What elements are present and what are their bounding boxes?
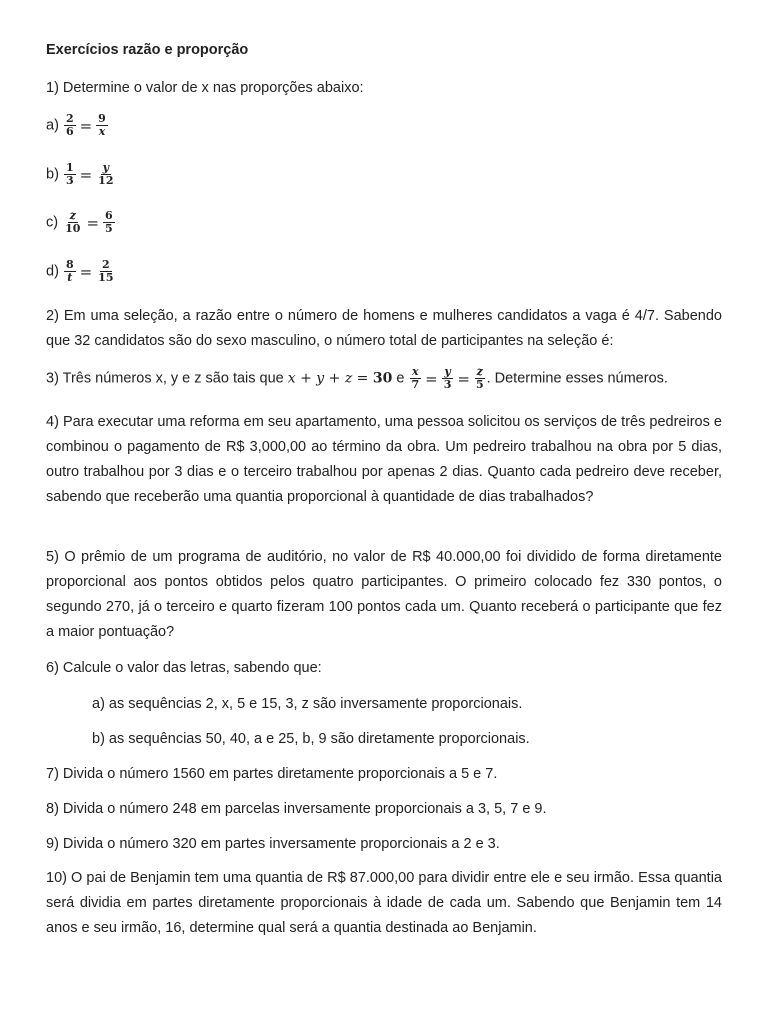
- question-1b: [46, 162, 722, 187]
- item-label: c): [46, 214, 59, 231]
- numerator: z: [476, 365, 483, 378]
- page-title: Exercícios razão e proporção: [46, 42, 249, 58]
- fraction-x: [409, 366, 421, 391]
- question-3: [46, 366, 722, 391]
- fraction-z: [474, 366, 486, 391]
- question-1-prompt: 1) Determine o valor de x nas proporções abaixo:: [46, 80, 364, 96]
- fraction-right: [96, 113, 108, 138]
- numerator: 8: [65, 258, 74, 271]
- question-7: 7) Divida o número 1560 em partes diretamente proporcionais a 5 e 7.: [46, 766, 498, 782]
- numerator: y: [444, 365, 451, 378]
- denominator: 6: [65, 125, 74, 138]
- question-1a: [46, 113, 722, 138]
- fraction-left: [64, 162, 76, 187]
- denominator: 7: [411, 378, 420, 391]
- denominator: 5: [105, 222, 113, 235]
- equals-sign: =: [425, 369, 438, 388]
- question-3-ending: . Determine esses números.: [486, 370, 668, 387]
- sum-value: 30: [372, 370, 393, 387]
- numerator: z: [69, 209, 76, 222]
- sum-expression: [288, 371, 393, 387]
- fraction-right: [103, 210, 115, 235]
- numerator: 2: [102, 258, 110, 271]
- item-label: a): [46, 117, 59, 134]
- numerator: x: [412, 365, 419, 378]
- equals-sign: =: [79, 116, 93, 135]
- question-2: 2) Em uma seleção, a razão entre o número de homens e mulheres candidatos a vaga é 4/7. Sabendo que 32 candidatos são do sexo masculino, o número total de participantes na seleção é:: [46, 308, 722, 349]
- numerator: 6: [105, 209, 113, 222]
- equals-sign: =: [86, 213, 100, 232]
- question-6b: b) as sequências 50, 40, a e 25, b, 9 são diretamente proporcionais.: [92, 731, 530, 747]
- fraction-left: [63, 210, 82, 235]
- denominator: 12: [98, 174, 114, 187]
- denominator: 5: [475, 378, 484, 391]
- question-3-text: 3) Três números x, y e z são tais que: [46, 370, 288, 387]
- denominator: t: [67, 271, 73, 284]
- connector-text: e: [392, 370, 409, 387]
- fraction-left: [64, 113, 76, 138]
- fraction-right: [96, 162, 115, 187]
- fraction-y: [442, 366, 454, 391]
- fraction-left: [64, 259, 76, 284]
- question-1c: [46, 210, 722, 235]
- numerator: 1: [65, 161, 74, 174]
- denominator: 3: [65, 174, 74, 187]
- equals-sign: =: [457, 369, 470, 388]
- question-8: 8) Divida o número 248 em parcelas inversamente proporcionais a 3, 5, 7 e 9.: [46, 801, 547, 817]
- denominator: x: [98, 125, 106, 138]
- question-6a: a) as sequências 2, x, 5 e 15, 3, z são inversamente proporcionais.: [92, 696, 523, 712]
- numerator: y: [102, 161, 110, 174]
- sum-expression-text: x + y + z =: [287, 370, 373, 387]
- denominator: 3: [443, 378, 452, 391]
- question-4: 4) Para executar uma reforma em seu apartamento, uma pessoa solicitou os serviços de três pedreiros e combinou o pagamento de R$ 3,000,00 ao término da obra. Um pedreiro trabalhou na obra por 5 dias, outro trabalhou por 3 dias e o terceiro trabalhou por apenas 2 dias. Quanto cada pedreiro deve receber, sabendo que receberão uma quantia proporcional à quantidade de dias trabalhados?: [46, 414, 722, 505]
- numerator: 9: [98, 112, 106, 125]
- denominator: 15: [98, 271, 114, 284]
- question-6-prompt: 6) Calcule o valor das letras, sabendo que:: [46, 660, 322, 676]
- numerator: 2: [65, 112, 74, 125]
- question-5: 5) O prêmio de um programa de auditório, no valor de R$ 40.000,00 foi dividido de forma diretamente proporcional aos pontos obtidos pelos quatro participantes. O primeiro colocado fez 330 pontos, o segundo 270, já o terceiro e quarto fizeram 100 pontos cada um. Quanto receberá o participante que fez a maior pontuação?: [46, 549, 722, 640]
- denominator: 10: [65, 222, 81, 235]
- question-9: 9) Divida o número 320 em partes inversamente proporcionais a 2 e 3.: [46, 836, 500, 852]
- fraction-right: [96, 259, 115, 284]
- equals-sign: =: [79, 262, 93, 281]
- item-label: b): [46, 166, 59, 183]
- item-label: d): [46, 263, 59, 280]
- equals-sign: =: [79, 165, 93, 184]
- question-1d: [46, 259, 722, 284]
- question-10: 10) O pai de Benjamin tem uma quantia de R$ 87.000,00 para dividir entre ele e seu irmão. Essa quantia será dividia em partes diretamente proporcionais à idade de cada um. Sabendo que Benjamin tem 14 anos e seu irmão, 16, determine qual será a quantia destinada ao Benjamin.: [46, 870, 722, 936]
